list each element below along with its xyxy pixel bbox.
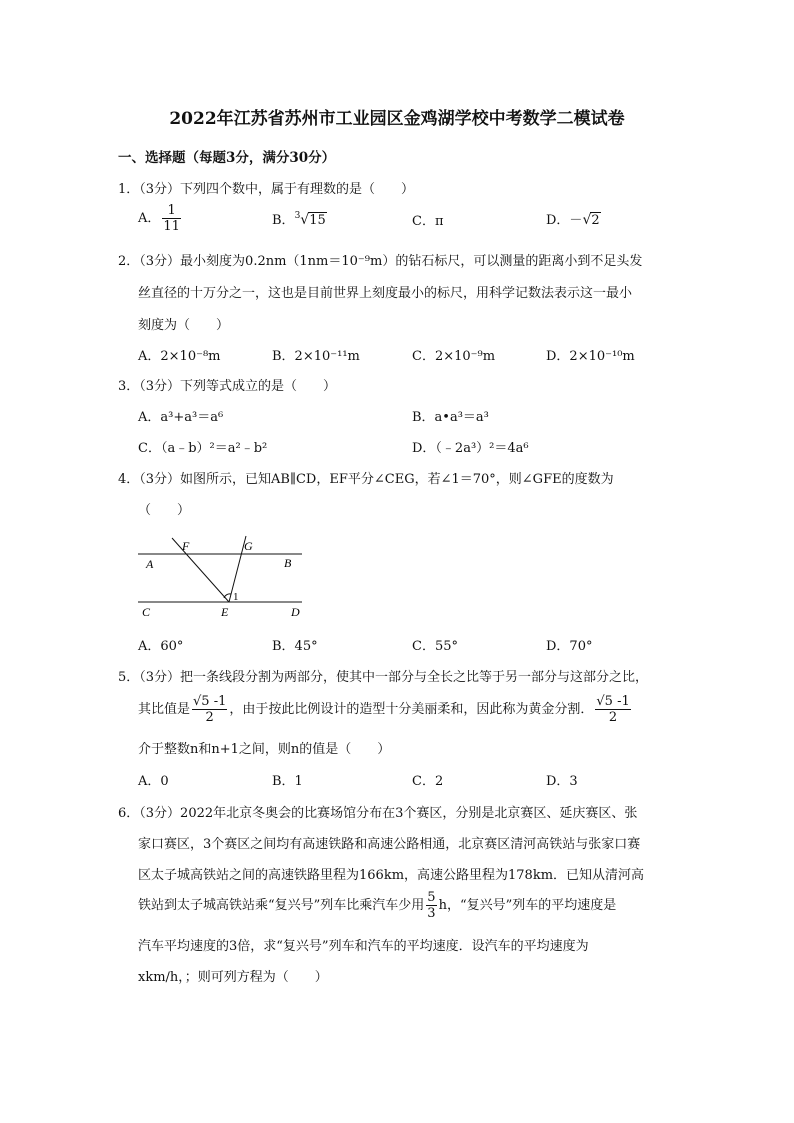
question-6-line5: 汽车平均速度的3倍，求“复兴号”列车和汽车的平均速度．设汽车的平均速度为: [138, 939, 589, 954]
q5-option-b: B．1: [272, 774, 303, 789]
q6-l4-end: h，“复兴号”列车的平均速度是: [438, 898, 617, 913]
q2-option-b: B．2×10⁻¹¹m: [272, 349, 360, 364]
q1-d-radicand: 2: [591, 213, 600, 228]
label-a: A: [146, 557, 154, 571]
q5-option-a: A．0: [138, 774, 169, 789]
q3-option-c: C．（a﹣b）²＝a²﹣b²: [138, 441, 268, 456]
q1-a-den: 11: [163, 219, 180, 234]
question-4-blank: （ ）: [138, 503, 191, 518]
section-heading: 一、选择题（每题3分，满分30分）: [118, 150, 336, 166]
golden-ratio-fraction: [192, 694, 227, 725]
q1-a-num: 1: [162, 203, 181, 219]
question-6-line6: xkm/h，；则可列方程为（ ）: [138, 970, 328, 985]
q2-option-d: D．2×10⁻¹⁰m: [546, 349, 635, 364]
q4-option-a: A．60°: [138, 639, 184, 654]
q4-option-d: D．70°: [546, 639, 593, 654]
question-1-stem: 1．（3分）下列四个数中，属于有理数的是（ ）: [118, 182, 415, 197]
q5-den-2: 2: [608, 710, 618, 725]
label-g: G: [244, 539, 253, 553]
label-angle-1: 1: [233, 591, 239, 603]
question-5-line2: [138, 694, 633, 725]
question-6-line3: 区太子城高铁站之间的高速铁路里程为166km，高速公路里程为178km．已知从清河高: [138, 868, 645, 883]
q5-num-2: √5 -1: [596, 694, 630, 709]
question-2-line1: 2．（3分）最小刻度为0.2nm（1nm＝10⁻⁹m）的钻石标尺，可以测量的距离小到不足头发: [118, 254, 643, 269]
question-2-line2: 丝直径的十万分之一，这也是目前世界上刻度最小的标尺，用科学记数法表示这一最小: [138, 286, 633, 301]
q4-option-b: B．45°: [272, 639, 318, 654]
question-6-line1: 6．（3分）2022年北京冬奥会的比赛场馆分布在3个赛区，分别是北京赛区、延庆赛区、张: [118, 806, 638, 821]
q1-b-radicand: 15: [309, 213, 326, 228]
q6-frac-den: 3: [427, 906, 436, 921]
q5-l2-end: ，由于按此比例设计的造型十分美丽柔和，因此称为黄金分割．: [229, 702, 594, 717]
q5-option-d: D．3: [546, 774, 578, 789]
q5-l2-start: 其比值是: [138, 702, 191, 717]
line-fe: [172, 538, 229, 602]
q1-b-label: B．: [272, 213, 295, 228]
label-c: C: [142, 605, 151, 619]
q5-den: 2: [205, 710, 214, 725]
q1-d-label: D．－: [546, 213, 583, 228]
page-title: 2022年江苏省苏州市工业园区金鸡湖学校中考数学二模试卷: [169, 109, 625, 129]
question-5-line3: 介于整数n和n+1之间，则n的值是（ ）: [138, 742, 391, 757]
q4-option-c: C．55°: [412, 639, 458, 654]
q6-l4-start: 铁站到太子城高铁站乘“复兴号”列车比乘汽车少用: [138, 898, 425, 913]
q1-option-a: [138, 203, 183, 234]
q1-option-d: D．－√2: [546, 212, 600, 228]
q3-option-a: A．a³+a³＝a⁶: [138, 410, 224, 425]
q5-num: √5 -1: [193, 694, 227, 709]
golden-ratio-fraction-2: [595, 694, 630, 725]
geometry-figure: [130, 530, 320, 622]
label-b: B: [284, 556, 292, 570]
label-d: D: [291, 605, 300, 619]
q1-option-c: C．π: [412, 214, 444, 229]
q1-option-b: B．$^3$√15: [272, 211, 326, 228]
q6-frac-num: 5: [427, 890, 436, 905]
q5-option-c: C．2: [412, 774, 444, 789]
q1-a-fraction: [162, 203, 181, 234]
q2-option-a: A．2×10⁻⁸m: [138, 349, 221, 364]
question-4-stem: 4．（3分）如图所示，已知AB∥CD，EF平分∠CEG，若∠1＝70°，则∠GFE的度数为: [118, 472, 614, 487]
q2-option-c: C．2×10⁻⁹m: [412, 349, 496, 364]
question-6-line2: 家口赛区，3个赛区之间均有高速铁路和高速公路相通，北京赛区清河高铁站与张家口赛: [138, 837, 641, 852]
q3-option-d: D．（﹣2a³）²＝4a⁶: [412, 441, 529, 456]
label-e: E: [221, 605, 229, 619]
q6-fraction: [426, 890, 436, 921]
question-5-line1: 5．（3分）把一条线段分割为两部分，使其中一部分与全长之比等于另一部分与这部分之比，: [118, 670, 649, 685]
label-f: F: [182, 539, 190, 553]
q3-option-b: B．a•a³＝a³: [412, 410, 489, 425]
question-2-line3: 刻度为（ ）: [138, 318, 230, 333]
q1-a-label: A．: [138, 211, 161, 226]
q1-b-index: 3: [294, 211, 301, 221]
question-3-stem: 3．（3分）下列等式成立的是（ ）: [118, 379, 337, 394]
question-6-line4: [138, 890, 616, 921]
